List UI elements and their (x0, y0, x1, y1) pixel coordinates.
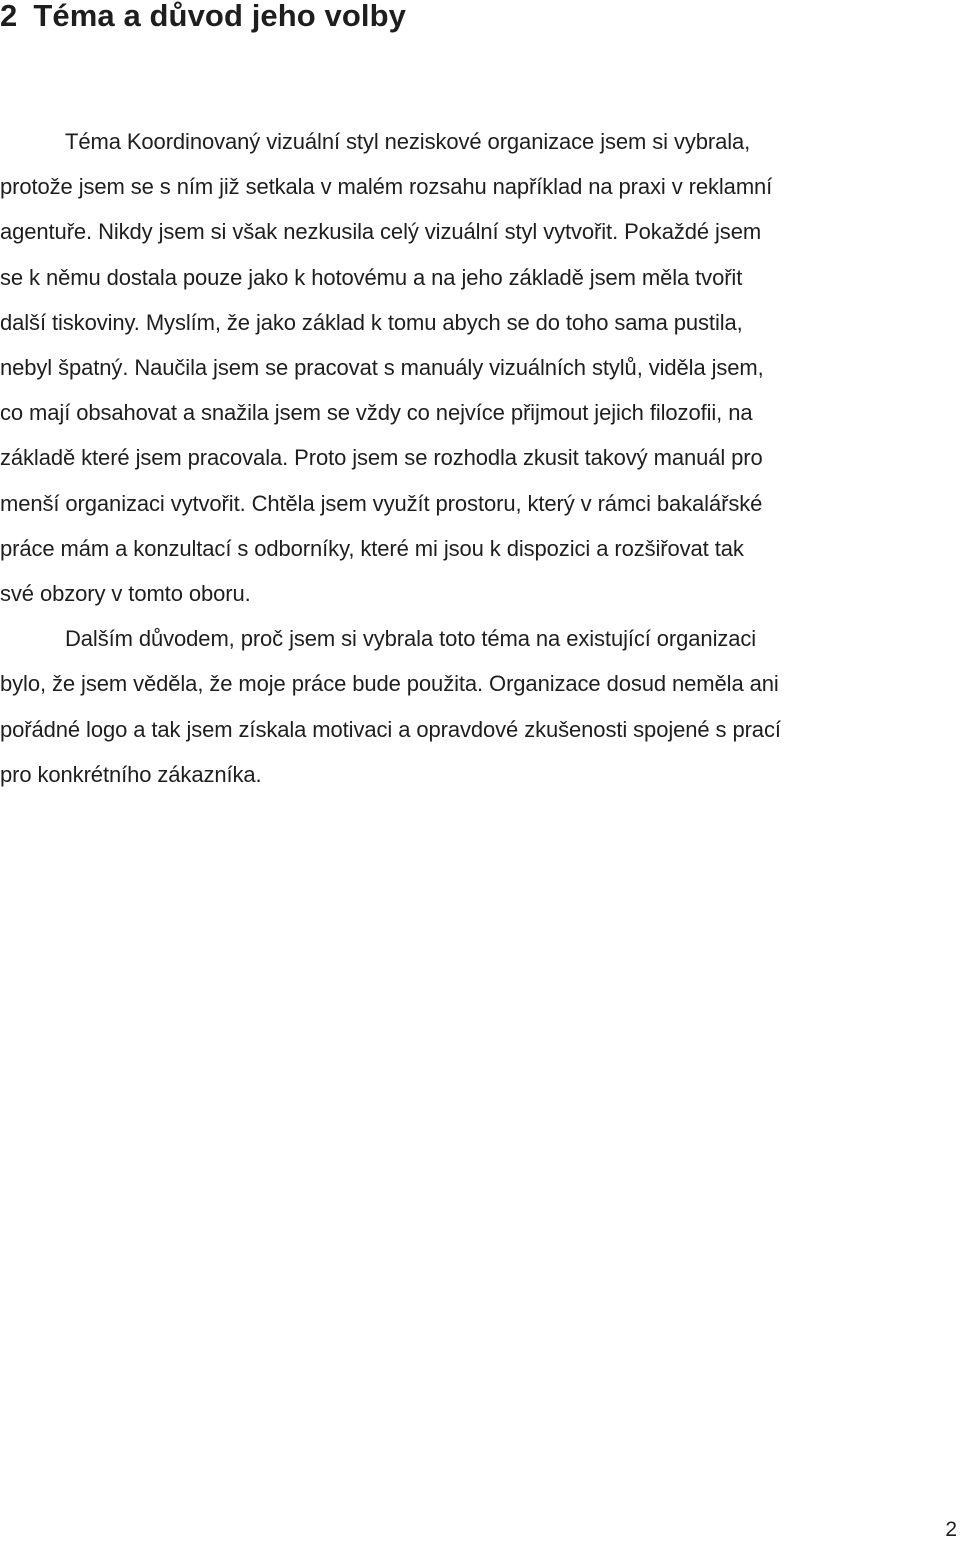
text-line: nebyl špatný. Naučila jsem se pracovat s manuály vizuálních stylů, viděla jsem, (0, 355, 764, 381)
text-line: agentuře. Nikdy jsem si však nezkusila celý vizuální styl vytvořit. Pokaždé jsem (0, 219, 762, 245)
text-line: další tiskoviny. Myslím, že jako základ k tomu abych se do toho sama pustila, (0, 309, 743, 335)
text-line: Téma Koordinovaný vizuální styl neziskové organizace jsem si vybrala, (65, 129, 751, 154)
text-line: pořádné logo a tak jsem získala motivaci a opravdové zkušenosti spojené s prací (0, 716, 781, 742)
text-line: základě které jsem pracovala. Proto jsem se rozhodla zkusit takový manuál pro (0, 445, 763, 471)
section-title: Téma a důvod jeho volby (33, 0, 406, 33)
text-line: bylo, že jsem věděla, že moje práce bude použita. Organizace dosud neměla ani (0, 671, 779, 697)
body-text (0, 119, 900, 797)
paragraph-1 (0, 119, 900, 616)
text-line: menší organizaci vytvořit. Chtěla jsem využít prostoru, který v rámci bakalářské (0, 490, 763, 516)
section-heading (0, 0, 406, 38)
text-line: pro konkrétního zákazníka. (0, 761, 262, 787)
text-line: své obzory v tomto oboru. (0, 581, 251, 607)
text-line: protože jsem se s ním již setkala v malém rozsahu například na praxi v reklamní (0, 174, 773, 200)
paragraph-2 (0, 616, 900, 797)
text-line: Dalším důvodem, proč jsem si vybrala toto téma na existující organizaci (65, 626, 757, 652)
text-line: se k němu dostala pouze jako k hotovému a na jeho základě jsem měla tvořit (0, 264, 743, 290)
page-number: 2 (945, 1518, 957, 1541)
text-line: co mají obsahovat a snažila jsem se vždy co nejvíce přijmout jejich filozofii, na (0, 400, 753, 426)
section-number: 2 (0, 0, 18, 33)
text-line: práce mám a konzultací s odborníky, které mi jsou k dispozici a rozšiřovat tak (0, 535, 744, 561)
